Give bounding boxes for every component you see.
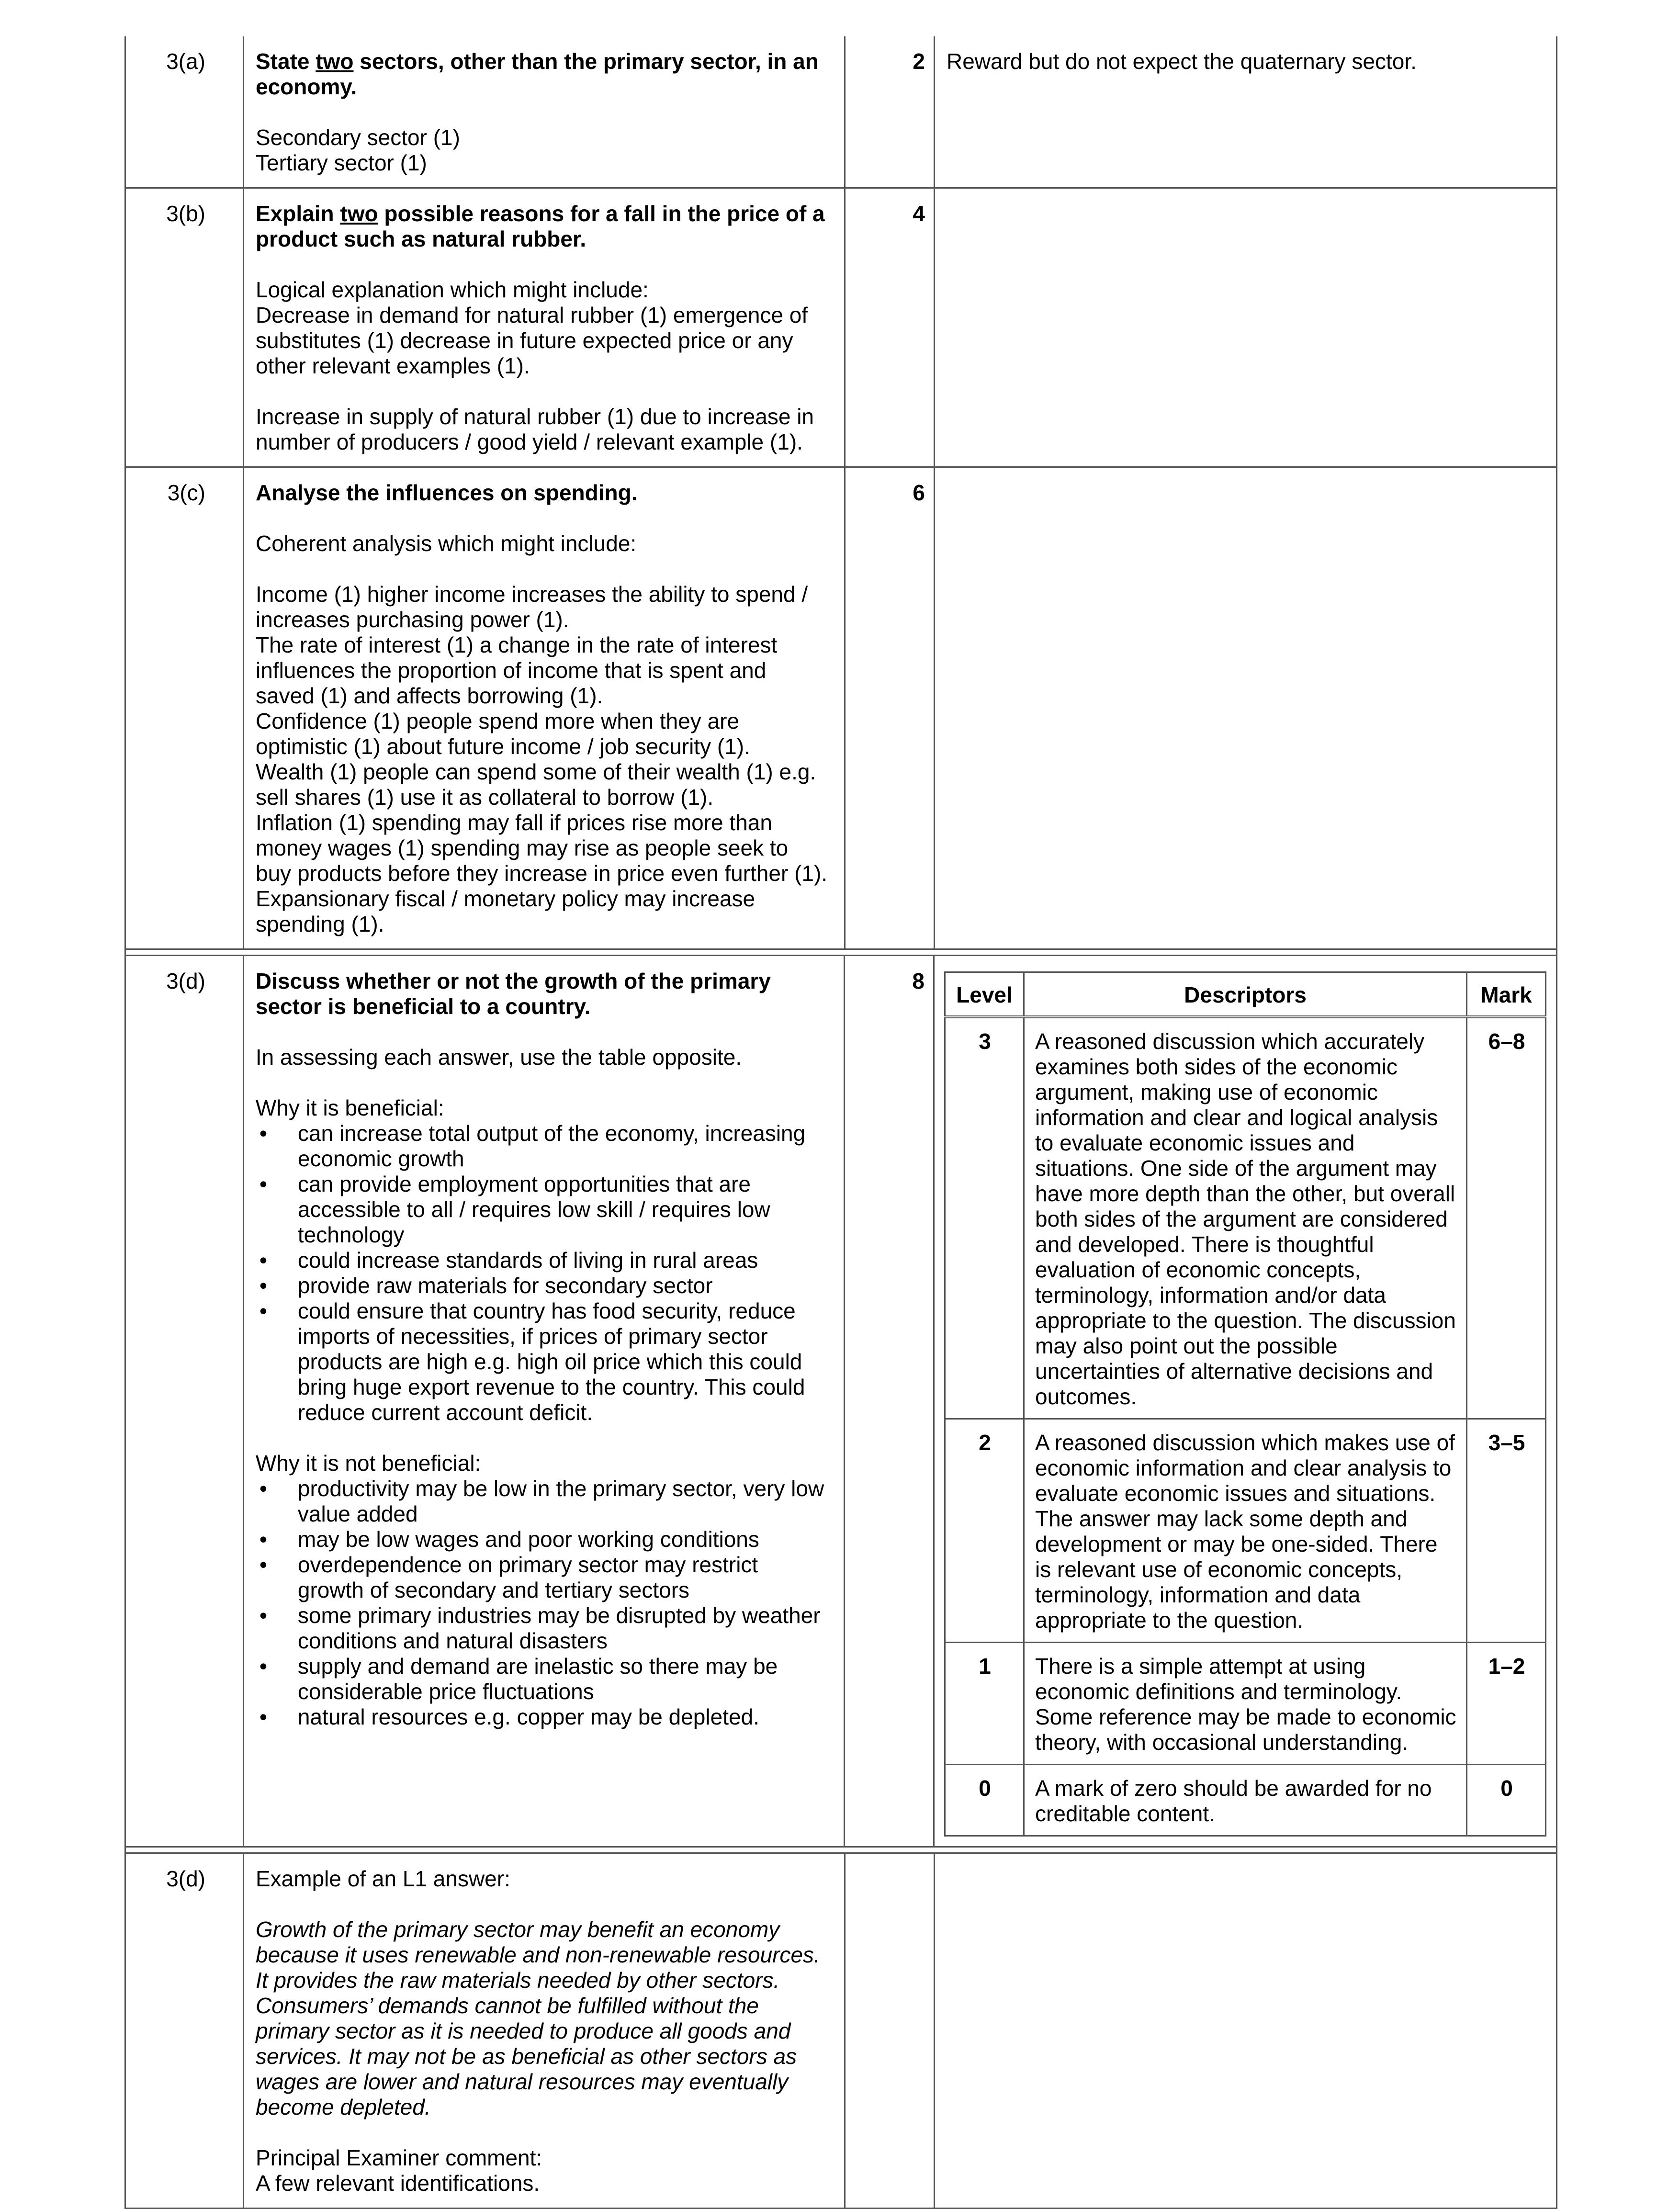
guidance-cell: Reward but do not expect the quaternary sector. (947, 49, 1417, 74)
not-beneficial-heading: Why it is not beneficial: (255, 1451, 481, 1476)
beneficial-heading: Why it is beneficial: (255, 1095, 444, 1120)
level-row (945, 1419, 1546, 1643)
guidance-cell (935, 189, 1556, 466)
list-item: • natural resources e.g. copper may be depleted. (256, 1704, 829, 1730)
list-item: • provide raw materials for secondary sector (256, 1273, 829, 1298)
column-header: Descriptors (1024, 972, 1467, 1017)
column-header: Level (945, 972, 1024, 1017)
assessment-instruction: In assessing each answer, use the table opposite. (255, 1045, 742, 1070)
list-item: • supply and demand are inelastic so there may be considerable price fluctuations (256, 1654, 829, 1704)
level-number: 1 (945, 1643, 1024, 1765)
question-row-3c (126, 466, 1556, 948)
list-item: • productivity may be low in the primary sector, very low value added (256, 1476, 829, 1527)
marks-cell: 4 (846, 189, 935, 466)
example-answer: Growth of the primary sector may benefit an economy because it uses renewable and non-renewable resources. It provides the raw materials needed by other sectors. Consumers’ demands cannot be fulfilled without the primary sector as it is needed to produce all goods and services. It may not be as beneficial as other sectors as wages are lower and natural resources may eventually become depleted. (256, 1917, 820, 2119)
question-number: 3(c) (126, 468, 244, 948)
level-descriptor: There is a simple attempt at using economic definitions and terminology. Some reference may be made to economic theory, with occasional understanding. (1024, 1643, 1467, 1765)
question-text: State two sectors, other than the primary sector, in an economy. (256, 49, 819, 99)
answer-intro: Logical explanation which might include: (256, 277, 649, 302)
question-number: 3(d) (126, 956, 244, 1846)
levels-table-header (945, 972, 1546, 1017)
examiner-comment: A few relevant identifications. (256, 2171, 540, 2196)
level-mark: 0 (1467, 1765, 1546, 1836)
mark-scheme-band-2 (124, 955, 1557, 1848)
level-descriptor: A reasoned discussion which makes use of economic information and clear analysis to evaluate economic issues and situations. The answer may lack some depth and development or may be one-sided. There is relevant use of economic concepts, terminology, information and data appropriate to the question. (1024, 1419, 1467, 1643)
answer-cell (244, 956, 845, 1846)
marks-cell: 6 (846, 468, 935, 948)
mark-scheme (124, 36, 1557, 2209)
level-number: 0 (945, 1765, 1024, 1836)
answer-cell (244, 468, 846, 948)
mark-scheme-band-3 (124, 1852, 1557, 2209)
answer-point: Inflation (1) spending may fall if prices rise more than money wages (1) spending may rise as people seek to buy products before they increase in price even further (1). (256, 810, 828, 886)
answer-cell (244, 36, 846, 187)
answer-intro: Coherent analysis which might include: (256, 531, 637, 556)
mark-scheme-band-1 (124, 36, 1557, 950)
question-number: 3(d) (126, 1854, 244, 2208)
level-number: 2 (945, 1419, 1024, 1643)
level-row (945, 1765, 1546, 1836)
answer-point: The rate of interest (1) a change in the rate of interest influences the proportion of income that is spent and saved (1) and affects borrowing (1). (256, 632, 778, 708)
answer-line: Tertiary sector (1) (256, 150, 427, 175)
list-item: • could increase standards of living in rural areas (256, 1248, 829, 1273)
answer-cell (244, 1854, 846, 2208)
list-item: • can increase total output of the economy, increasing economic growth (256, 1121, 829, 1172)
guidance-cell (935, 956, 1556, 1846)
marks-cell (846, 1854, 935, 2208)
question-row-3d (126, 956, 1556, 1846)
level-mark: 1–2 (1467, 1643, 1546, 1765)
column-header: Mark (1467, 972, 1546, 1017)
level-number: 3 (945, 1017, 1024, 1419)
guidance-cell (935, 1854, 1556, 2208)
level-descriptor: A mark of zero should be awarded for no creditable content. (1024, 1765, 1467, 1836)
list-item: • may be low wages and poor working conditions (256, 1527, 829, 1552)
answer-point: Wealth (1) people can spend some of their wealth (1) e.g. sell shares (1) use it as collateral to borrow (1). (256, 759, 816, 810)
list-item: • overdependence on primary sector may restrict growth of secondary and tertiary sectors (256, 1552, 829, 1603)
list-item: • could ensure that country has food security, reduce imports of necessities, if prices of primary sector products are high e.g. high oil price which this could bring huge export revenue to the country. This could reduce current account deficit. (256, 1298, 829, 1425)
levels-table (944, 971, 1546, 1837)
answer-point: Income (1) higher income increases the ability to spend / increases purchasing power (1). (256, 582, 808, 632)
question-row-3d-example (126, 1854, 1556, 2208)
question-text: Explain two possible reasons for a fall in the price of a product such as natural rubber. (256, 201, 825, 251)
list-item: • some primary industries may be disrupted by weather conditions and natural disasters (256, 1603, 829, 1654)
answer-cell (244, 189, 846, 466)
question-number: 3(b) (126, 189, 244, 466)
guidance-cell (935, 468, 1556, 948)
question-number: 3(a) (126, 36, 244, 187)
level-row (945, 1643, 1546, 1765)
example-heading: Example of an L1 answer: (256, 1866, 510, 1891)
level-descriptor: A reasoned discussion which accurately examines both sides of the economic argument, making use of economic information and clear and logical analysis to evaluate economic issues and situations. One side of the argument may have more depth than the other, but overall both sides of the argument are considered and developed. There is thoughtful evaluation of economic concepts, terminology, information and/or data appropriate to the question. The discussion may also point out the possible uncertainties of alternative decisions and outcomes. (1024, 1017, 1467, 1419)
marks-cell: 8 (845, 956, 935, 1846)
level-mark: 6–8 (1467, 1017, 1546, 1419)
question-text: Discuss whether or not the growth of the primary sector is beneficial to a country. (255, 969, 771, 1019)
list-item: • can provide employment opportunities that are accessible to all / requires low skill / requires low technology (256, 1172, 829, 1248)
question-row-3a (126, 36, 1556, 187)
question-text: Analyse the influences on spending. (256, 480, 638, 505)
not-beneficial-list (256, 1476, 829, 1730)
answer-paragraph: Decrease in demand for natural rubber (1) emergence of substitutes (1) decrease in future expected price or any other relevant examples (1). (256, 303, 808, 378)
beneficial-list (256, 1121, 829, 1425)
answer-paragraph: Increase in supply of natural rubber (1) due to increase in number of producers / good yield / relevant example (1). (256, 404, 814, 454)
question-row-3b (126, 187, 1556, 466)
examiner-comment-heading: Principal Examiner comment: (256, 2145, 542, 2170)
answer-point: Confidence (1) people spend more when they are optimistic (1) about future income / job security (1). (256, 709, 750, 759)
level-row (945, 1017, 1546, 1419)
answer-line: Secondary sector (1) (256, 125, 460, 150)
level-mark: 3–5 (1467, 1419, 1546, 1643)
marks-cell: 2 (846, 36, 935, 187)
answer-point: Expansionary fiscal / monetary policy may increase spending (1). (256, 886, 755, 936)
